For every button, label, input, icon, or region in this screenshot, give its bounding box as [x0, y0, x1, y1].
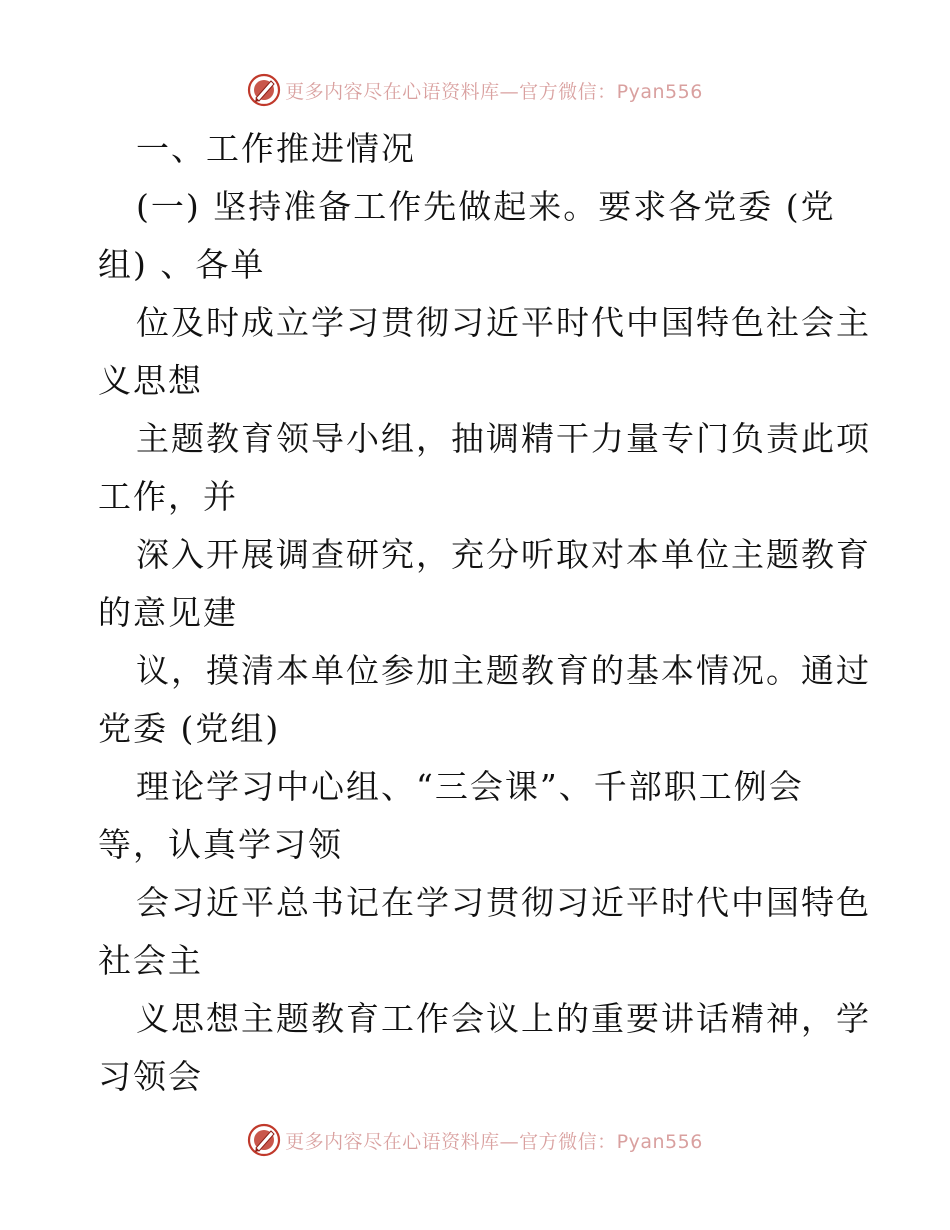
pen-logo-icon	[247, 1123, 281, 1157]
paragraph-line: 等，认真学习领	[98, 825, 343, 864]
paragraph-line: 的意见建	[98, 593, 238, 632]
paragraph-line: (一) 坚持准备工作先做起来。要求各党委 (党	[136, 187, 836, 226]
section-heading: 一、工作推进情况	[136, 129, 416, 168]
paragraph-line: 党委 (党组)	[98, 709, 281, 748]
paragraph-line: 义思想主题教育工作会议上的重要讲话精神，学	[136, 999, 871, 1038]
paragraph-line: 会习近平总书记在学习贯彻习近平时代中国特色	[136, 883, 871, 922]
paragraph-line: 义思想	[98, 361, 203, 400]
paragraph-line: 社会主	[98, 941, 203, 980]
paragraph-line: 主题教育领导小组，抽调精干力量专门负责此项	[136, 419, 871, 458]
paragraph-line: 组) 、各单	[98, 245, 266, 284]
watermark-main-text: 更多内容尽在心语资料库—	[285, 80, 520, 103]
paragraph-line: 深入开展调查研究，充分听取对本单位主题教育	[136, 535, 871, 574]
watermark-main-text: 更多内容尽在心语资料库—	[285, 1130, 520, 1153]
document-body	[98, 120, 871, 1106]
paragraph-line: 习领会	[98, 1057, 203, 1096]
watermark-footer	[0, 1120, 950, 1160]
paragraph-line: 工作，并	[98, 477, 238, 516]
watermark-header	[0, 70, 950, 110]
watermark-sub-text: 官方微信：Pyan556	[519, 80, 703, 103]
paragraph-line: 理论学习中心组、“三会课”、千部职工例会	[136, 767, 804, 806]
pen-logo-icon	[247, 73, 281, 107]
paragraph-line: 位及时成立学习贯彻习近平时代中国特色社会主	[136, 303, 871, 342]
watermark-sub-text: 官方微信：Pyan556	[519, 1130, 703, 1153]
paragraph-line: 议，摸清本单位参加主题教育的基本情况。通过	[136, 651, 871, 690]
